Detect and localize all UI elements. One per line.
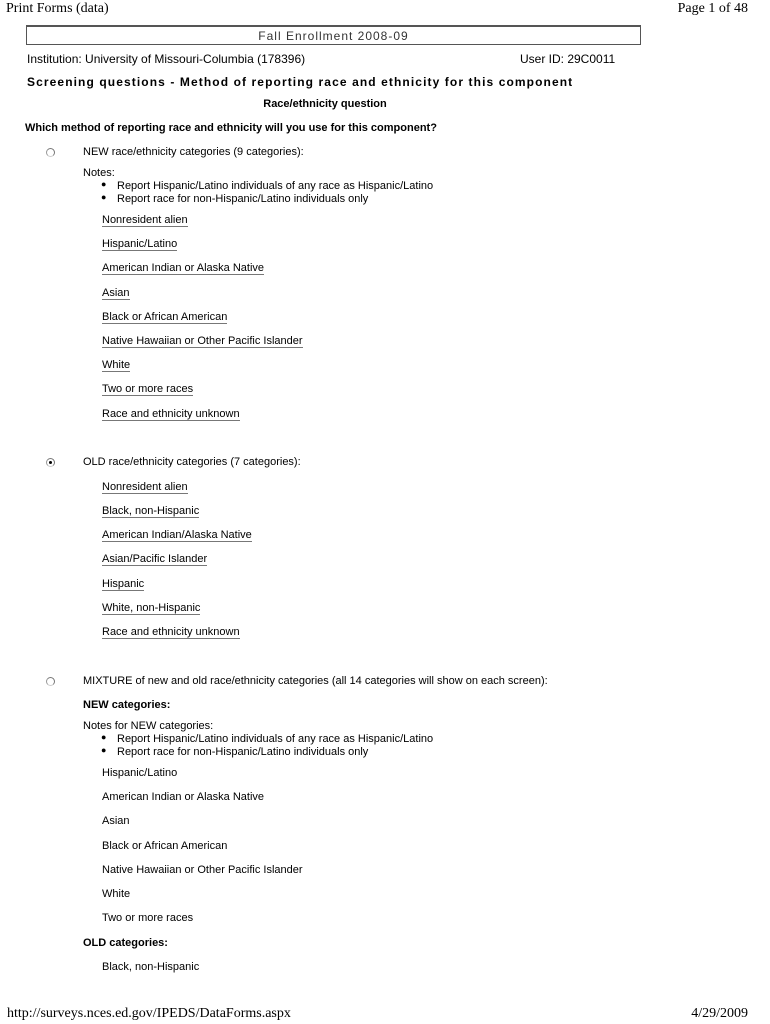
option-new-label: NEW race/ethnicity categories (9 categories): [83, 146, 304, 158]
category-link[interactable]: Asian/Pacific Islander [102, 553, 208, 565]
page-number: Page 1 of 48 [677, 1, 748, 16]
category-link[interactable]: White [102, 359, 131, 371]
footer-url: http://surveys.nces.ed.gov/IPEDS/DataForms.aspx [7, 1006, 291, 1021]
category-link[interactable]: Hispanic/Latino [102, 238, 178, 250]
print-header-title: Print Forms (data) [6, 1, 109, 16]
category-item: Black, non-Hispanic [102, 961, 200, 973]
old-categories-heading: OLD categories: [83, 937, 168, 949]
category-item: Black or African American [102, 840, 228, 852]
footer-date: 4/29/2009 [691, 1006, 748, 1021]
form-title: Fall Enrollment 2008-09 [26, 25, 641, 45]
category-link[interactable]: Hispanic [102, 578, 145, 590]
user-id: User ID: 29C0011 [520, 52, 616, 66]
category-item: Native Hawaiian or Other Pacific Islander [102, 864, 303, 876]
institution: Institution: University of Missouri-Columbia (178396) [27, 52, 306, 66]
note-item: ● Report race for non-Hispanic/Latino individuals only [117, 746, 368, 758]
category-item: Asian [102, 815, 130, 827]
category-link[interactable]: Black, non-Hispanic [102, 505, 200, 517]
new-categories-heading: NEW categories: [83, 699, 171, 711]
category-link[interactable]: Native Hawaiian or Other Pacific Islander [102, 335, 303, 347]
option-mixture-label: MIXTURE of new and old race/ethnicity categories (all 14 categories will show on each screen): [83, 675, 548, 687]
category-item: Two or more races [102, 912, 194, 924]
note-item: ● Report race for non-Hispanic/Latino individuals only [117, 193, 368, 205]
category-item: White [102, 888, 131, 900]
radio-mixture-categories[interactable] [46, 677, 55, 686]
category-link[interactable]: Black or African American [102, 311, 228, 323]
category-link[interactable]: American Indian/Alaska Native [102, 529, 252, 541]
note-item: ● Report Hispanic/Latino individuals of any race as Hispanic/Latino [117, 180, 433, 192]
question: Which method of reporting race and ethnicity will you use for this component? [25, 122, 437, 134]
option-old-label: OLD race/ethnicity categories (7 categories): [83, 456, 301, 468]
category-item: Hispanic/Latino [102, 767, 178, 779]
subheading: Race/ethnicity question [263, 98, 387, 110]
radio-old-categories[interactable] [46, 458, 55, 467]
category-link[interactable]: Race and ethnicity unknown [102, 408, 240, 420]
category-link[interactable]: Race and ethnicity unknown [102, 626, 240, 638]
section-title: Screening questions - Method of reporting race and ethnicity for this component [27, 75, 574, 89]
category-link[interactable]: American Indian or Alaska Native [102, 262, 265, 274]
category-link[interactable]: White, non-Hispanic [102, 602, 201, 614]
category-link[interactable]: Asian [102, 287, 130, 299]
category-link[interactable]: Nonresident alien [102, 214, 188, 226]
category-item: American Indian or Alaska Native [102, 791, 265, 803]
category-link[interactable]: Nonresident alien [102, 481, 188, 493]
notes-label: Notes for NEW categories: [83, 720, 214, 732]
notes-label: Notes: [83, 167, 115, 179]
category-link[interactable]: Two or more races [102, 383, 194, 395]
note-item: ● Report Hispanic/Latino individuals of any race as Hispanic/Latino [117, 733, 433, 745]
radio-new-categories[interactable] [46, 148, 55, 157]
